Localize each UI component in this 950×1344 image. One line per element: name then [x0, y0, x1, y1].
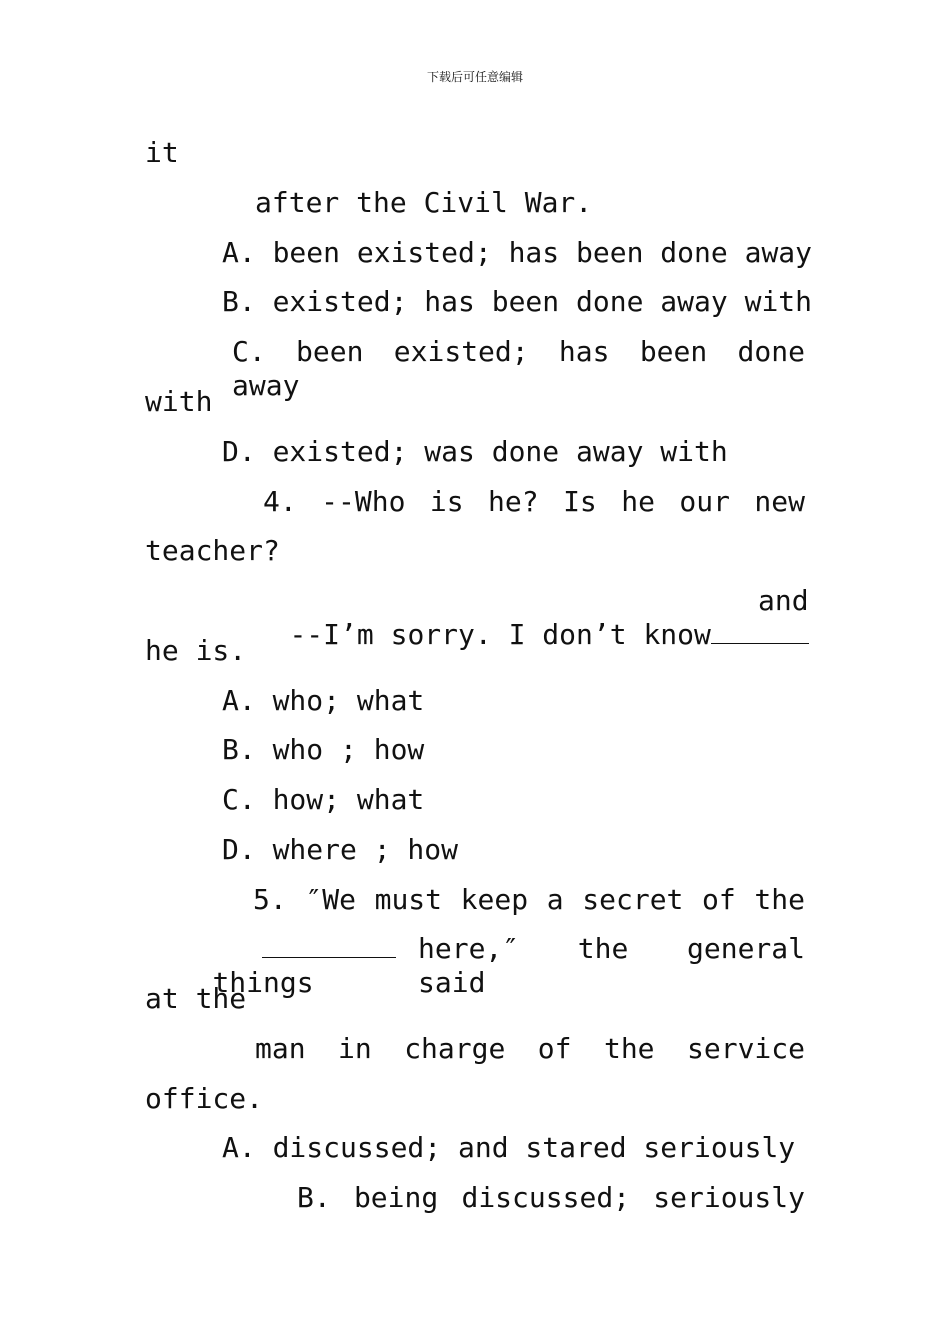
- option-line: A. been existed; has been done away: [222, 236, 813, 269]
- text-segment: and: [758, 584, 809, 617]
- option-line: C. been existed; has been done away: [232, 335, 805, 402]
- text-segment: here,″ the general said: [418, 932, 805, 999]
- option-line: D. where ; how: [222, 833, 459, 866]
- option-line: A. discussed; and stared seriously: [222, 1131, 796, 1164]
- answer-blank-wrap: [262, 932, 396, 966]
- text-segment: things: [212, 966, 314, 999]
- option-line: A. who; what: [222, 684, 425, 717]
- text-line: man in charge of the service: [255, 1032, 805, 1065]
- page-header: 下载后可任意编辑: [426, 70, 523, 84]
- option-line: B. being discussed; seriously: [297, 1181, 805, 1214]
- text-line: teacher?: [145, 534, 280, 567]
- option-line: C. how; what: [222, 783, 425, 816]
- text-line: he is.: [145, 634, 247, 667]
- text-line: after the Civil War.: [255, 186, 593, 219]
- text-line: it: [145, 136, 179, 169]
- text-segment: --I’m sorry. I don’t know: [289, 618, 711, 651]
- question-line: [222, 584, 809, 686]
- question-line: 5. ″We must keep a secret of the: [253, 883, 805, 916]
- option-line: B. who ; how: [222, 733, 425, 766]
- text-line: with: [145, 385, 213, 418]
- text-line: office.: [145, 1082, 264, 1115]
- question-line: 4. --Who is he? Is he our new: [263, 485, 805, 518]
- answer-blank: [711, 619, 809, 644]
- option-line: D. existed; was done away with: [222, 435, 728, 468]
- text-line: at the: [145, 982, 247, 1015]
- option-line: B. existed; has been done away with: [222, 285, 813, 318]
- answer-blank: [262, 933, 396, 958]
